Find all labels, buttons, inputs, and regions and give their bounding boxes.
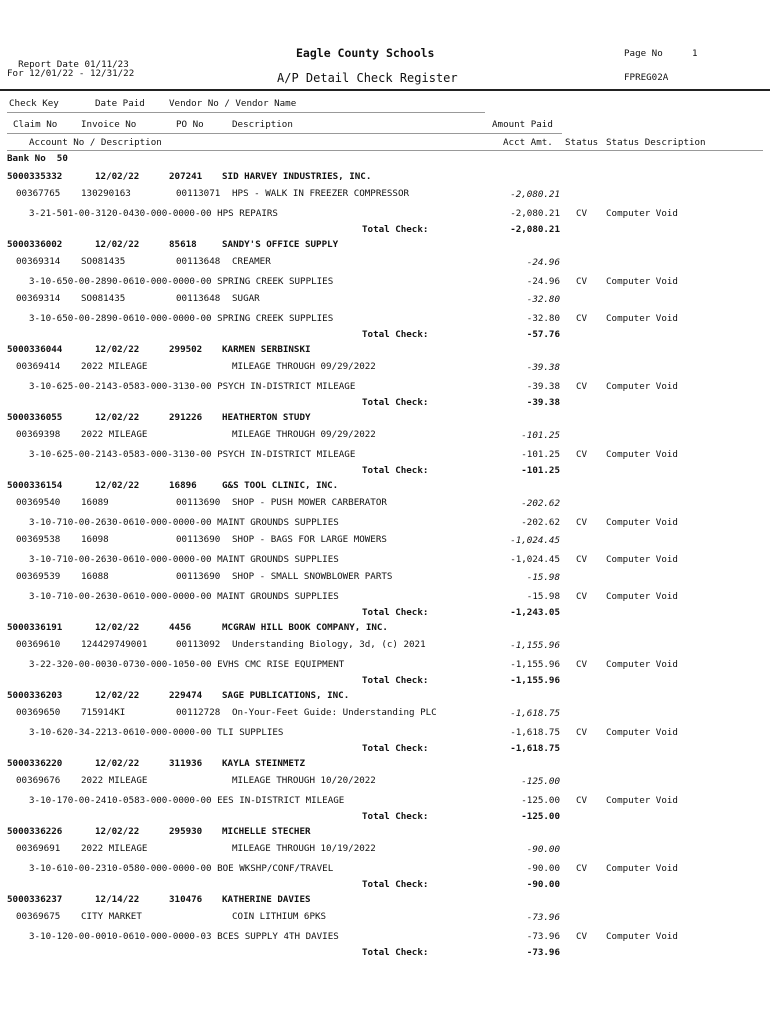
check-date: 12/02/22 — [95, 239, 140, 250]
acct-amount: -1,155.96 — [510, 659, 560, 670]
vendor-number: 207241 — [169, 171, 203, 182]
status-code: CV — [576, 208, 588, 219]
vendor-name: MICHELLE STECHER — [222, 826, 311, 837]
amount-paid: -1,024.45 — [510, 535, 560, 546]
vendor-name: KARMEN SERBINSKI — [222, 344, 311, 355]
col-po-no: PO No — [176, 119, 204, 130]
acct-amount: -90.00 — [526, 863, 560, 874]
check-date: 12/02/22 — [95, 480, 140, 491]
status-code: CV — [576, 591, 588, 602]
account-line: 3-10-650-00-2890-0610-000-0000-00 SPRING CREEK SUPPLIES — [29, 276, 334, 287]
account-line: 3-10-650-00-2890-0610-000-0000-00 SPRING CREEK SUPPLIES — [29, 313, 334, 324]
check-total: -1,618.75 — [510, 743, 560, 754]
check-total: -90.00 — [526, 879, 560, 890]
check-date: 12/02/22 — [95, 826, 140, 837]
po-number: 00113092 — [176, 639, 221, 650]
amount-paid: -2,080.21 — [510, 189, 560, 200]
invoice-number: 2022 MILEAGE — [81, 775, 148, 786]
check-key: 5000336203 — [7, 690, 63, 701]
total-label: Total Check: — [362, 811, 429, 822]
check-total: -57.76 — [526, 329, 560, 340]
account-line: 3-10-625-00-2143-0583-000-3130-00 PSYCH IN-DISTRICT MILEAGE — [29, 381, 356, 392]
vendor-name: KAYLA STEINMETZ — [222, 758, 305, 769]
report-date: Report Date 01/11/23 — [18, 59, 129, 70]
status-description: Computer Void — [606, 591, 678, 602]
acct-amount: -24.96 — [526, 276, 560, 287]
claim-number: 00369414 — [16, 361, 61, 372]
vendor-number: 291226 — [169, 412, 203, 423]
total-label: Total Check: — [362, 465, 429, 476]
col-invoice-no: Invoice No — [81, 119, 137, 130]
report-period: For 12/01/22 - 12/31/22 — [7, 68, 135, 79]
col-account: Account No / Description — [29, 137, 162, 148]
check-date: 12/02/22 — [95, 412, 140, 423]
status-description: Computer Void — [606, 727, 678, 738]
status-description: Computer Void — [606, 554, 678, 565]
claim-number: 00369676 — [16, 775, 61, 786]
status-code: CV — [576, 313, 588, 324]
invoice-number: SO081435 — [81, 293, 126, 304]
po-number: 00113648 — [176, 293, 221, 304]
check-key: 5000336226 — [7, 826, 63, 837]
account-line: 3-10-710-00-2630-0610-000-0000-00 MAINT GROUNDS SUPPLIES — [29, 517, 339, 528]
account-line: 3-10-620-34-2213-0610-000-0000-00 TLI SUPPLIES — [29, 727, 284, 738]
line-description: HPS - WALK IN FREEZER COMPRESSOR — [232, 188, 410, 199]
header-divider — [0, 89, 770, 91]
vendor-number: 295930 — [169, 826, 203, 837]
status-code: CV — [576, 449, 588, 460]
org-name: Eagle County Schools — [296, 46, 435, 60]
check-key: 5000335332 — [7, 171, 63, 182]
col-status-desc: Status Description — [606, 137, 706, 148]
status-description: Computer Void — [606, 795, 678, 806]
amount-paid: -125.00 — [521, 776, 560, 787]
check-total: -73.96 — [526, 947, 560, 958]
report-title: A/P Detail Check Register — [277, 71, 458, 85]
check-key: 5000336002 — [7, 239, 63, 250]
claim-number: 00369314 — [16, 293, 61, 304]
status-description: Computer Void — [606, 208, 678, 219]
line-description: SHOP - PUSH MOWER CARBERATOR — [232, 497, 387, 508]
po-number: 00113071 — [176, 188, 221, 199]
status-code: CV — [576, 517, 588, 528]
acct-amount: -73.96 — [526, 931, 560, 942]
acct-amount: -15.98 — [526, 591, 560, 602]
check-date: 12/02/22 — [95, 344, 140, 355]
acct-amount: -125.00 — [521, 795, 560, 806]
amount-paid: -1,155.96 — [510, 640, 560, 651]
status-code: CV — [576, 381, 588, 392]
vendor-number: 4456 — [169, 622, 192, 633]
check-total: -125.00 — [521, 811, 560, 822]
amount-paid: -32.80 — [526, 294, 560, 305]
col-rule-1 — [7, 112, 485, 113]
account-line: 3-10-610-00-2310-0580-000-0000-00 BOE WKSHP/CONF/TRAVEL — [29, 863, 334, 874]
amount-paid: -202.62 — [521, 498, 560, 509]
vendor-name: SID HARVEY INDUSTRIES, INC. — [222, 171, 372, 182]
claim-number: 00369538 — [16, 534, 61, 545]
status-description: Computer Void — [606, 449, 678, 460]
col-date-paid: Date Paid — [95, 98, 145, 109]
vendor-name: MCGRAW HILL BOOK COMPANY, INC. — [222, 622, 388, 633]
col-rule-3 — [7, 150, 763, 151]
amount-paid: -24.96 — [526, 257, 560, 268]
invoice-number: 2022 MILEAGE — [81, 429, 148, 440]
account-line: 3-10-120-00-0010-0610-000-0000-03 BCES SUPPLY 4TH DAVIES — [29, 931, 339, 942]
status-description: Computer Void — [606, 517, 678, 528]
line-description: SHOP - SMALL SNOWBLOWER PARTS — [232, 571, 393, 582]
col-amount-paid: Amount Paid — [492, 119, 553, 130]
status-description: Computer Void — [606, 313, 678, 324]
status-description: Computer Void — [606, 381, 678, 392]
status-code: CV — [576, 276, 588, 287]
report-code: FPREG02A — [624, 72, 669, 83]
invoice-number: SO081435 — [81, 256, 126, 267]
total-label: Total Check: — [362, 743, 429, 754]
po-number: 00113690 — [176, 534, 221, 545]
line-description: On-Your-Feet Guide: Understanding PLC — [232, 707, 437, 718]
claim-number: 00369539 — [16, 571, 61, 582]
amount-paid: -90.00 — [526, 844, 560, 855]
account-line: 3-22-320-00-0030-0730-000-1050-00 EVHS CMC RISE EQUIPMENT — [29, 659, 345, 670]
line-description: COIN LITHIUM 6PKS — [232, 911, 327, 922]
po-number: 00112728 — [176, 707, 221, 718]
check-key: 5000336237 — [7, 894, 63, 905]
total-label: Total Check: — [362, 329, 429, 340]
col-status: Status — [565, 137, 599, 148]
total-label: Total Check: — [362, 947, 429, 958]
page-label: Page No — [624, 48, 663, 59]
vendor-number: 85618 — [169, 239, 197, 250]
amount-paid: -101.25 — [521, 430, 560, 441]
check-date: 12/02/22 — [95, 171, 140, 182]
col-rule-2 — [7, 133, 562, 134]
status-code: CV — [576, 554, 588, 565]
amount-paid: -15.98 — [526, 572, 560, 583]
check-date: 12/02/22 — [95, 622, 140, 633]
vendor-number: 299502 — [169, 344, 203, 355]
invoice-number: 2022 MILEAGE — [81, 843, 148, 854]
check-key: 5000336191 — [7, 622, 63, 633]
col-claim-no: Claim No — [13, 119, 58, 130]
check-total: -39.38 — [526, 397, 560, 408]
invoice-number: 16088 — [81, 571, 109, 582]
col-check-key: Check Key — [9, 98, 59, 109]
acct-amount: -1,618.75 — [510, 727, 560, 738]
claim-number: 00369540 — [16, 497, 61, 508]
line-description: MILEAGE THROUGH 09/29/2022 — [232, 429, 376, 440]
claim-number: 00367765 — [16, 188, 61, 199]
bank-number: Bank No 50 — [7, 153, 68, 164]
status-code: CV — [576, 863, 588, 874]
check-date: 12/14/22 — [95, 894, 140, 905]
invoice-number: CITY MARKET — [81, 911, 142, 922]
status-code: CV — [576, 727, 588, 738]
acct-amount: -32.80 — [526, 313, 560, 324]
line-description: MILEAGE THROUGH 10/20/2022 — [232, 775, 376, 786]
claim-number: 00369314 — [16, 256, 61, 267]
status-description: Computer Void — [606, 276, 678, 287]
total-label: Total Check: — [362, 607, 429, 618]
acct-amount: -101.25 — [521, 449, 560, 460]
vendor-name: G&S TOOL CLINIC, INC. — [222, 480, 339, 491]
check-total: -1,155.96 — [510, 675, 560, 686]
check-key: 5000336220 — [7, 758, 63, 769]
vendor-number: 310476 — [169, 894, 203, 905]
acct-amount: -1,024.45 — [510, 554, 560, 565]
check-key: 5000336055 — [7, 412, 63, 423]
col-acct-amt: Acct Amt. — [503, 137, 553, 148]
invoice-number: 16098 — [81, 534, 109, 545]
acct-amount: -202.62 — [521, 517, 560, 528]
total-label: Total Check: — [362, 675, 429, 686]
acct-amount: -2,080.21 — [510, 208, 560, 219]
status-code: CV — [576, 795, 588, 806]
status-code: CV — [576, 659, 588, 670]
vendor-number: 311936 — [169, 758, 203, 769]
claim-number: 00369691 — [16, 843, 61, 854]
vendor-number: 16896 — [169, 480, 197, 491]
page-number: 1 — [692, 48, 698, 59]
amount-paid: -39.38 — [526, 362, 560, 373]
po-number: 00113690 — [176, 497, 221, 508]
col-vendor: Vendor No / Vendor Name — [169, 98, 297, 109]
line-description: MILEAGE THROUGH 09/29/2022 — [232, 361, 376, 372]
check-total: -101.25 — [521, 465, 560, 476]
invoice-number: 2022 MILEAGE — [81, 361, 148, 372]
account-line: 3-21-501-00-3120-0430-000-0000-00 HPS REPAIRS — [29, 208, 278, 219]
amount-paid: -73.96 — [526, 912, 560, 923]
account-line: 3-10-170-00-2410-0583-000-0000-00 EES IN-DISTRICT MILEAGE — [29, 795, 345, 806]
status-description: Computer Void — [606, 659, 678, 670]
acct-amount: -39.38 — [526, 381, 560, 392]
invoice-number: 715914KI — [81, 707, 126, 718]
total-label: Total Check: — [362, 879, 429, 890]
col-description: Description — [232, 119, 293, 130]
total-label: Total Check: — [362, 224, 429, 235]
amount-paid: -1,618.75 — [510, 708, 560, 719]
check-date: 12/02/22 — [95, 758, 140, 769]
account-line: 3-10-710-00-2630-0610-000-0000-00 MAINT GROUNDS SUPPLIES — [29, 591, 339, 602]
total-label: Total Check: — [362, 397, 429, 408]
vendor-name: SANDY'S OFFICE SUPPLY — [222, 239, 339, 250]
po-number: 00113690 — [176, 571, 221, 582]
invoice-number: 124429749001 — [81, 639, 148, 650]
status-description: Computer Void — [606, 863, 678, 874]
status-code: CV — [576, 931, 588, 942]
line-description: MILEAGE THROUGH 10/19/2022 — [232, 843, 376, 854]
account-line: 3-10-710-00-2630-0610-000-0000-00 MAINT GROUNDS SUPPLIES — [29, 554, 339, 565]
check-date: 12/02/22 — [95, 690, 140, 701]
vendor-name: SAGE PUBLICATIONS, INC. — [222, 690, 350, 701]
invoice-number: 16089 — [81, 497, 109, 508]
claim-number: 00369650 — [16, 707, 61, 718]
account-line: 3-10-625-00-2143-0583-000-3130-00 PSYCH IN-DISTRICT MILEAGE — [29, 449, 356, 460]
status-description: Computer Void — [606, 931, 678, 942]
claim-number: 00369610 — [16, 639, 61, 650]
po-number: 00113648 — [176, 256, 221, 267]
line-description: SHOP - BAGS FOR LARGE MOWERS — [232, 534, 387, 545]
line-description: SUGAR — [232, 293, 260, 304]
vendor-name: KATHERINE DAVIES — [222, 894, 311, 905]
vendor-number: 229474 — [169, 690, 203, 701]
vendor-name: HEATHERTON STUDY — [222, 412, 311, 423]
check-total: -2,080.21 — [510, 224, 560, 235]
invoice-number: 130290163 — [81, 188, 131, 199]
line-description: CREAMER — [232, 256, 271, 267]
line-description: Understanding Biology, 3d, (c) 2021 — [232, 639, 426, 650]
claim-number: 00369675 — [16, 911, 61, 922]
check-key: 5000336154 — [7, 480, 63, 491]
claim-number: 00369398 — [16, 429, 61, 440]
check-total: -1,243.05 — [510, 607, 560, 618]
check-key: 5000336044 — [7, 344, 63, 355]
